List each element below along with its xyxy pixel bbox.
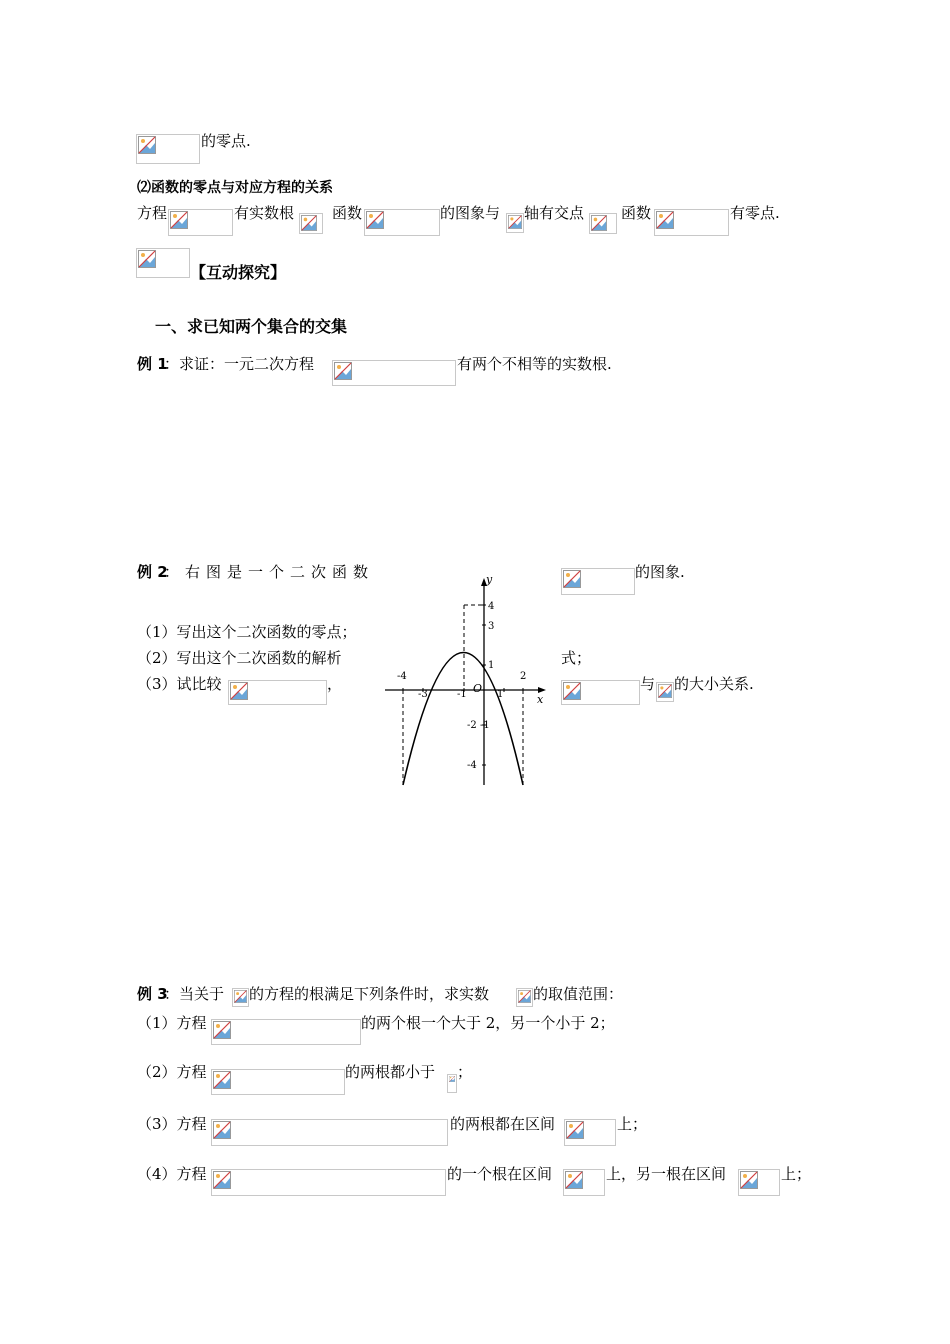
image-icon xyxy=(656,211,674,229)
tick-label: -1 xyxy=(457,689,467,700)
formula-image xyxy=(211,1169,446,1196)
example-text: 的取值范围： xyxy=(533,985,624,1003)
formula-image xyxy=(168,209,233,236)
image-icon xyxy=(508,215,522,229)
question-2: （2）写出这个二次函数的解析 xyxy=(137,649,342,667)
question-1: （1）写出这个二次函数的零点； xyxy=(137,623,357,641)
image-icon xyxy=(518,990,531,1003)
image-icon xyxy=(234,990,247,1003)
y-axis-label: y xyxy=(486,575,493,586)
image-icon xyxy=(138,250,156,268)
image-icon xyxy=(213,1071,231,1089)
relation-text-6: 函数 xyxy=(621,204,652,222)
question-3-tail: 的大小关系. xyxy=(674,675,754,693)
formula-image xyxy=(136,248,190,278)
relation-text-5: 轴有交点 xyxy=(524,204,585,222)
tick-label: 4 xyxy=(488,601,495,612)
condition-3: （3）方程 xyxy=(137,1115,207,1133)
condition-4-mid: 上，另一根在区间 xyxy=(606,1165,727,1183)
formula-image xyxy=(211,1069,345,1095)
section-heading: ⑵函数的零点与对应方程的关系 xyxy=(137,180,333,196)
part-heading: 一、求已知两个集合的交集 xyxy=(155,317,348,336)
relation-text-1: 方程 xyxy=(137,204,168,222)
example-label: 例 3 xyxy=(137,985,168,1003)
condition-1: （1）方程 xyxy=(137,1014,207,1032)
formula-image xyxy=(738,1169,780,1196)
formula-image xyxy=(654,209,729,236)
x-axis-label: x xyxy=(537,693,544,706)
image-icon xyxy=(563,682,581,700)
tick-label: -2 xyxy=(467,720,477,731)
formula-image xyxy=(564,1119,616,1146)
tick-label: -4 xyxy=(397,671,407,682)
relation-text-2: 有实数根 xyxy=(234,204,295,222)
relation-text-4: 的图象与 xyxy=(440,204,501,222)
tick-label: 3 xyxy=(488,621,495,632)
image-icon xyxy=(563,570,581,588)
image-icon xyxy=(740,1171,758,1189)
image-icon xyxy=(213,1121,231,1139)
formula-image xyxy=(211,1119,448,1146)
formula-image xyxy=(589,213,617,234)
tick-label: -3 xyxy=(418,689,428,700)
formula-image xyxy=(299,213,323,234)
example-text: 有两个不相等的实数根. xyxy=(457,355,612,373)
image-icon xyxy=(230,682,248,700)
condition-1-text: 的两个根一个大于 2，另一个小于 2； xyxy=(361,1014,615,1032)
tick-label: -1 xyxy=(480,720,490,731)
image-icon xyxy=(301,215,317,231)
question-3-and: 与 xyxy=(640,675,656,693)
condition-4-text: 的一个根在区间 xyxy=(447,1165,553,1183)
formula-image xyxy=(228,680,327,705)
example-text: ：右图是一个二次函数 xyxy=(164,563,375,581)
example-text: ：求证：一元二次方程 xyxy=(164,355,315,373)
condition-2-end: ； xyxy=(457,1063,473,1081)
formula-image xyxy=(563,1169,605,1196)
question-2-tail: 式； xyxy=(561,649,592,667)
formula-image xyxy=(332,360,456,386)
relation-text-7: 有零点. xyxy=(730,204,780,222)
formula-image xyxy=(506,213,524,233)
parabola-graph xyxy=(380,575,550,790)
zero-point-text: 的零点. xyxy=(201,132,251,150)
example-text: 的图象. xyxy=(635,563,685,581)
formula-image xyxy=(561,680,640,705)
condition-4-end: 上； xyxy=(781,1165,812,1183)
image-icon xyxy=(170,211,188,229)
example-text: 的方程的根满足下列条件时，求实数 xyxy=(249,985,490,1003)
condition-4: （4）方程 xyxy=(137,1165,207,1183)
formula-image xyxy=(211,1019,361,1045)
origin-label: O xyxy=(473,682,483,695)
condition-2-text: 的两根都小于 xyxy=(345,1063,436,1081)
formula-image xyxy=(656,682,674,702)
tick-label: 1 xyxy=(497,689,504,700)
image-icon xyxy=(591,215,607,231)
example-text: ：当关于 xyxy=(164,985,225,1003)
condition-3-text: 的两根都在区间 xyxy=(450,1115,556,1133)
formula-image xyxy=(232,988,249,1007)
image-icon xyxy=(213,1171,231,1189)
example-label: 例 2 xyxy=(137,563,168,581)
image-icon xyxy=(449,1076,455,1082)
condition-3-end: 上； xyxy=(617,1115,648,1133)
condition-2: （2）方程 xyxy=(137,1063,207,1081)
formula-image xyxy=(136,134,200,164)
formula-image xyxy=(561,568,635,595)
question-3-comma: ， xyxy=(327,675,343,693)
formula-image xyxy=(447,1074,457,1093)
tick-label: 1 xyxy=(488,660,495,671)
image-icon xyxy=(366,211,384,229)
image-icon xyxy=(658,684,672,698)
formula-image xyxy=(364,209,440,236)
question-3: （3）试比较 xyxy=(137,675,222,693)
image-icon xyxy=(566,1121,584,1139)
image-icon xyxy=(213,1021,231,1039)
tick-label: 2 xyxy=(520,671,527,682)
image-icon xyxy=(334,362,352,380)
image-icon xyxy=(565,1171,583,1189)
relation-text-3: 函数 xyxy=(332,204,363,222)
interactive-title: 【互动探究】 xyxy=(190,263,287,282)
example-label: 例 1 xyxy=(137,355,168,373)
formula-image xyxy=(516,988,533,1007)
tick-label: -4 xyxy=(467,760,477,771)
image-icon xyxy=(138,136,156,154)
